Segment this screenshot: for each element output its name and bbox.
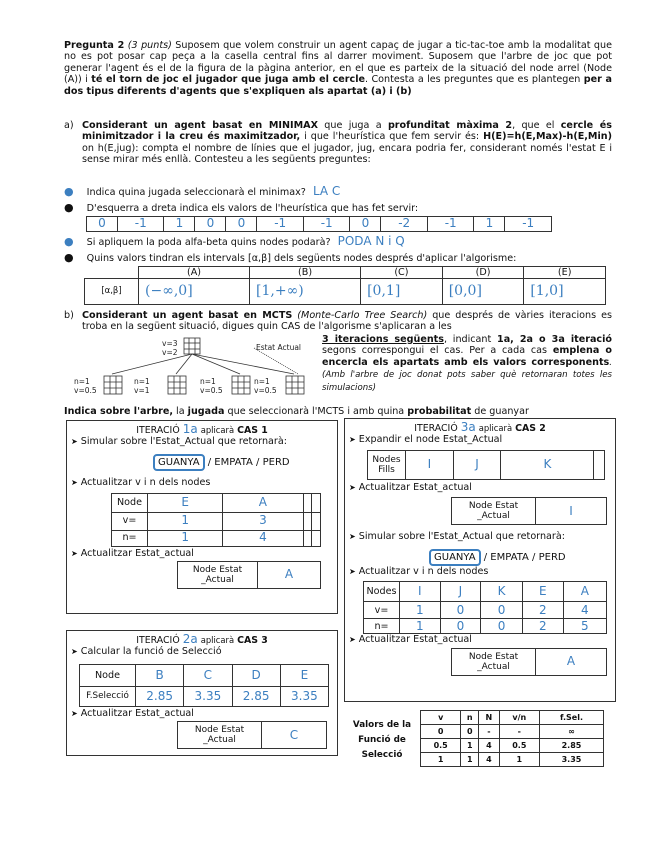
vfs-header: n	[461, 711, 479, 725]
it3-step3	[349, 531, 615, 542]
it1-head-node: Node	[112, 493, 148, 512]
leaf4-v: v=0.5	[254, 386, 277, 395]
vfs-cell: 1	[421, 753, 461, 767]
vfs-cell: 4	[479, 753, 499, 767]
leaf3-v: v=0.5	[200, 386, 223, 395]
it1-step2	[71, 477, 337, 488]
part-b-bold4: emplena o encercla els apartats amb els valors corresponents	[322, 345, 612, 368]
it2-head-node: Node	[80, 664, 136, 686]
vfs-cell: 0	[421, 725, 461, 739]
part-b-t3: segons correspongui el cas. Per a cada cas	[322, 345, 548, 357]
it1-value-v: 3	[223, 512, 303, 530]
it1-value-v	[312, 512, 321, 530]
it3-nodebox-label: Node Estat _Actual	[452, 498, 536, 525]
it3-step1-text: Expandir el node Estat_Actual	[358, 434, 503, 446]
it2-nodebox	[177, 721, 327, 749]
interval-value: [0,0]	[442, 279, 524, 305]
it3-fill: J	[453, 450, 501, 479]
it1-step1-text: Simular sobre l'Estat_Actual que retornarà:	[80, 436, 287, 448]
heuristic-value: 0	[195, 217, 226, 232]
it1-node: E	[148, 493, 223, 512]
part-a-text	[82, 120, 612, 166]
it2-step1	[71, 646, 337, 657]
iteration-1-title	[67, 424, 337, 436]
part-a-label: a)	[64, 120, 74, 131]
it3-fill: K	[501, 450, 594, 479]
it1-outcome-rest: / EMPATA / PERD	[207, 456, 290, 468]
it3-step2-text: Actualitzar Estat_actual	[358, 481, 472, 493]
arrow-icon: ➤	[349, 567, 356, 577]
heuristic-value: -2	[381, 217, 428, 232]
it3-nodebox	[451, 497, 607, 525]
it3-node: K	[481, 582, 523, 602]
bullet-icon: ●	[64, 201, 74, 214]
it2-value: 3.35	[184, 686, 232, 706]
leaf1-v: v=0.5	[74, 386, 97, 395]
it3-value-v: 0	[440, 602, 481, 619]
it2-row-f	[80, 686, 329, 706]
iteration-2-box	[66, 630, 338, 756]
part-b-t2: , indicant	[443, 334, 492, 345]
it3-value-v: 0	[481, 602, 523, 619]
it2-node: C	[184, 664, 232, 686]
question-move: Indica quina jugada seleccionarà el minimax?	[86, 187, 306, 198]
interval-row-label: [α,β]	[85, 279, 139, 305]
it3-node: J	[440, 582, 481, 602]
it1-value-v: 1	[148, 512, 223, 530]
interval-header: (E)	[524, 267, 606, 279]
leaf1-n: n=1	[74, 377, 90, 386]
heuristic-value: 1	[164, 217, 195, 232]
bullet-intervals	[64, 252, 516, 264]
it3-row-v	[364, 602, 607, 619]
leaf3-n: n=1	[200, 377, 216, 386]
it2-step2	[71, 708, 337, 719]
it1-nodebox	[177, 561, 321, 589]
it3-value-n: 0	[481, 619, 523, 634]
it1-value-v	[303, 512, 312, 530]
vfs-header: N	[479, 711, 499, 725]
iteration-1-box	[66, 420, 338, 614]
it2-value: 3.35	[280, 686, 328, 706]
it2-table	[79, 664, 329, 707]
it3-row-n	[364, 619, 607, 634]
it3-node: I	[400, 582, 441, 602]
intervals-table	[84, 266, 606, 305]
it3-value-n: 0	[440, 619, 481, 634]
heuristic-value: 0	[350, 217, 381, 232]
part-b-bold1: Considerant un agent basat en MCTS	[82, 310, 293, 321]
heuristic-value: 0	[226, 217, 257, 232]
interval-value: (−∞,0]	[139, 279, 250, 305]
arrow-icon: ➤	[349, 482, 356, 492]
it1-value-n: 4	[223, 530, 303, 546]
part-a-t1: que juga a	[324, 120, 382, 131]
arrow-icon: ➤	[71, 548, 78, 558]
question-points: (3 punts)	[127, 40, 172, 51]
it1-value-n: 1	[148, 530, 223, 546]
interval-header: (C)	[361, 267, 443, 279]
it1-node: A	[223, 493, 303, 512]
it2-label-f: F.Selecció	[80, 686, 136, 706]
vfs-cell: 1	[499, 753, 539, 767]
it1-step2-text: Actualitzar v i n dels nodes	[80, 477, 211, 489]
it3-fills-table	[367, 450, 605, 480]
question-heuristic: D'esquerra a dreta indica els valors de l'heurística que has fet servir:	[86, 203, 419, 214]
it3-nodebox2-value: A	[536, 648, 607, 675]
it2-nodebox-value: C	[262, 722, 327, 749]
heuristic-value: 0	[87, 217, 118, 232]
it3-row-node	[364, 582, 607, 602]
heuristic-row	[87, 217, 552, 232]
it3-value-v: 4	[563, 602, 606, 619]
intro-mid: . Contesta a les preguntes que es plantegen	[365, 74, 581, 86]
part-a-bold2: profunditat màxima 2	[387, 120, 513, 131]
instr-b3: probabilitat	[407, 406, 472, 417]
heuristic-value: -1	[117, 217, 164, 232]
it2-step2-text: Actualitzar Estat_actual	[80, 707, 194, 719]
question-intro	[64, 40, 612, 97]
vfs-cell: -	[499, 725, 539, 739]
it1-row-node	[112, 493, 321, 512]
it1-table	[111, 493, 321, 547]
bullet-icon: ●	[64, 185, 74, 198]
vfs-cell: 0.5	[421, 739, 461, 753]
bullet-icon: ●	[64, 251, 74, 264]
it1-row-n	[112, 530, 321, 546]
it3-outcome	[429, 549, 615, 566]
it1-row-v	[112, 512, 321, 530]
arrow-icon: ➤	[71, 647, 78, 657]
it3-step3-text: Simular sobre l'Estat_Actual que retornarà:	[358, 531, 565, 543]
part-b-rest	[322, 334, 612, 394]
intro-bold-turn: té el torn de joc el jugador que juga amb el cercle	[91, 74, 366, 86]
it3-step4	[349, 566, 615, 577]
interval-header: (B)	[250, 267, 361, 279]
part-a-t4: on h(E,jug): compta el nombre de línies que el jugador, jug, encara podria fer, considerant només l'estat E i sense mirar més enllà. Contesteu a les següents preguntes:	[82, 142, 612, 166]
bullet-prune	[64, 236, 405, 248]
it3-title-pre: ITERACIÓ	[414, 423, 458, 434]
heuristic-value: -1	[505, 217, 552, 232]
intervals-header-row	[85, 267, 606, 279]
it1-node	[312, 493, 321, 512]
it3-label-n: n=	[364, 619, 400, 634]
part-b-line1	[82, 310, 612, 333]
it3-node: A	[563, 582, 606, 602]
intro-text: Suposem que volem construir un agent capaç de jugar a tic-tac-toe amb la modalitat que no es pot posar cap peça a la casella central fins al darrer moviment. Suposem que l'arbre de joc que pot generar l'agent és el de la figura de la pàgina anterior, en el que es parteix de la situació del node arrel (Node (A)) i	[64, 40, 612, 86]
it3-nodebox2-label: Node Estat _Actual	[452, 648, 536, 675]
question-prune: Si apliquem la poda alfa-beta quins nodes podarà?	[86, 237, 331, 248]
tree-root-v: v=3	[162, 339, 178, 348]
it3-value-n: 1	[400, 619, 441, 634]
vfs-label: Valors de la Funció de Selecció	[352, 720, 412, 760]
it3-step5-text: Actualitzar Estat_actual	[358, 634, 472, 646]
vfs-header: v/n	[499, 711, 539, 725]
it3-fill	[594, 450, 605, 479]
leaf4-board	[286, 376, 304, 394]
instr-b2: jugada	[187, 406, 225, 417]
bullet-heuristic	[64, 202, 418, 214]
it3-node: E	[522, 582, 563, 602]
it1-outcome	[153, 454, 337, 471]
part-a-t2: , que el	[512, 120, 555, 131]
part-b-mcts: (Monte-Carlo Tree Search)	[297, 310, 428, 321]
it3-step4-text: Actualitzar v i n dels nodes	[358, 566, 489, 578]
iteration-3-title	[345, 422, 615, 434]
question-intervals: Quins valors tindran els intervals [α,β] dels següents nodes després d'aplicar l'algorisme:	[86, 253, 517, 264]
it3-table	[363, 581, 607, 634]
it3-step1	[349, 434, 615, 445]
it1-label-n: n=	[112, 530, 148, 546]
it1-case-pre: aplicarà	[200, 425, 235, 435]
it1-step1	[71, 436, 337, 447]
it1-step3	[71, 548, 337, 559]
part-a-bold1: Considerant un agent basat en MINIMAX	[82, 120, 318, 131]
it2-num: 2a	[182, 632, 198, 646]
it3-num: 3a	[460, 420, 476, 434]
vfs-header-row	[421, 711, 604, 725]
bullet-move	[64, 186, 340, 198]
it3-win-circled: GUANYA	[429, 549, 481, 566]
part-b-t1: que després de vàries iteracions es troba en la següent situació, digues quin CAS de l'algorisme s'aplicaran a les	[82, 310, 612, 333]
it3-value-n: 5	[563, 619, 606, 634]
vfs-table	[420, 710, 604, 767]
instr-t3: de guanyar	[474, 406, 529, 417]
answer-prune: PODA N i Q	[337, 234, 405, 248]
mcts-instruction	[64, 406, 614, 417]
leaf2-n: n=1	[134, 377, 150, 386]
it3-value-v: 2	[522, 602, 563, 619]
it2-node: B	[136, 664, 184, 686]
it3-value-n: 2	[522, 619, 563, 634]
it3-label-v: v=	[364, 602, 400, 619]
vfs-header: v	[421, 711, 461, 725]
it2-value: 2.85	[136, 686, 184, 706]
arrow-icon: ➤	[71, 437, 78, 447]
part-b-label: b)	[64, 310, 74, 321]
it3-fills-label: Nodes Fills	[368, 450, 406, 479]
instr-t1: la	[176, 406, 185, 417]
vfs-cell: 0	[461, 725, 479, 739]
leaf3-board	[232, 376, 250, 394]
interval-value: [0,1]	[361, 279, 443, 305]
it2-case-pre: aplicarà	[200, 635, 235, 645]
interval-value: [1,+∞)	[250, 279, 361, 305]
part-b-bold3: 1a, 2a o 3a iteració	[497, 334, 612, 345]
intervals-value-row	[85, 279, 606, 305]
it1-win-circled: GUANYA	[153, 454, 205, 471]
intervals-corner	[85, 267, 139, 279]
arrow-icon: ➤	[71, 708, 78, 718]
it1-value-n	[312, 530, 321, 546]
it1-nodebox-label: Node Estat _Actual	[178, 562, 258, 589]
leaf2-board	[168, 376, 186, 394]
it3-nodebox-value: I	[536, 498, 607, 525]
it2-title-pre: ITERACIÓ	[136, 635, 180, 646]
it3-fills-row	[368, 450, 605, 479]
iteration-3-box	[344, 418, 616, 702]
it1-num: 1a	[182, 422, 198, 436]
tree-root-v2: v=2	[162, 348, 178, 357]
vfs-row	[421, 753, 604, 767]
it2-step1-text: Calcular la funció de Selecció	[80, 646, 222, 658]
leaf4-n: n=1	[254, 377, 270, 386]
it3-case: CAS 2	[515, 423, 546, 434]
it3-nodebox2	[451, 648, 607, 676]
bullet-icon: ●	[64, 235, 74, 248]
leaf2-v: v=1	[134, 386, 150, 395]
tree-estat-label: Estat Actual	[256, 343, 302, 352]
vfs-cell: 3.35	[539, 753, 603, 767]
heuristic-value: 1	[474, 217, 505, 232]
vfs-row	[421, 725, 604, 739]
part-a-t3: i que l'heurística que fem servir és:	[304, 131, 480, 143]
heuristic-value: -1	[303, 217, 350, 232]
iteration-2-title	[67, 634, 337, 646]
vfs-cell: 1	[461, 753, 479, 767]
vfs-cell: -	[479, 725, 499, 739]
it3-head-node: Nodes	[364, 582, 400, 602]
it3-outcome-rest: / EMPATA / PERD	[483, 551, 566, 563]
it2-value: 2.85	[232, 686, 280, 706]
vfs-cell: 2.85	[539, 739, 603, 753]
it1-value-n	[303, 530, 312, 546]
it1-step3-text: Actualitzar Estat_actual	[80, 547, 194, 559]
it2-nodebox-label: Node Estat _Actual	[178, 722, 262, 749]
it3-fill: I	[406, 450, 454, 479]
vfs-cell: 4	[479, 739, 499, 753]
it3-case-pre: aplicarà	[478, 423, 513, 433]
vfs-cell: 1	[461, 739, 479, 753]
arrow-icon: ➤	[71, 478, 78, 488]
root-board	[184, 338, 200, 354]
heuristic-value: -1	[427, 217, 474, 232]
part-b-bold2: 3 iteracions següents	[322, 334, 444, 345]
part-a-bold3: cercle és minimitzador i la creu és maximitzador,	[82, 120, 612, 143]
arrow-icon: ➤	[349, 532, 356, 542]
it3-step5	[349, 634, 615, 645]
it2-row-node	[80, 664, 329, 686]
arrow-icon: ➤	[349, 435, 356, 445]
mcts-tree	[72, 336, 322, 402]
vfs-header: f.Sel.	[539, 711, 603, 725]
it2-node: D	[232, 664, 280, 686]
arrow-icon: ➤	[349, 635, 356, 645]
it1-node	[303, 493, 312, 512]
it3-value-v: 1	[400, 602, 441, 619]
it2-case: CAS 3	[237, 635, 268, 646]
interval-header: (D)	[442, 267, 524, 279]
it3-step2	[349, 482, 615, 493]
intro-bold-agents: per a dos tipus diferents d'agents que s'expliquen als apartat (a) i (b)	[64, 74, 612, 97]
vfs-cell: ∞	[539, 725, 603, 739]
it1-label-v: v=	[112, 512, 148, 530]
instr-t2: que seleccionarà l'MCTS i amb quina	[227, 406, 405, 417]
instr-b1: Indica sobre l'arbre,	[64, 406, 173, 417]
it1-nodebox-value: A	[258, 562, 321, 589]
it2-node: E	[280, 664, 328, 686]
interval-value: [1,0]	[524, 279, 606, 305]
answer-move: LA C	[312, 184, 341, 198]
question-title: Pregunta 2	[64, 40, 125, 51]
vfs-row	[421, 739, 604, 753]
interval-header: (A)	[139, 267, 250, 279]
heuristic-table	[86, 216, 552, 232]
heuristic-formula: H(E)=h(E,Max)-h(E,Min)	[483, 131, 612, 143]
part-b-note: . (Amb l'arbre de joc donat pots saber què retornaran totes les simulacions)	[322, 357, 612, 393]
heuristic-value: -1	[257, 217, 304, 232]
leaf1-board	[104, 376, 122, 394]
it1-case: CAS 1	[237, 425, 268, 436]
it1-title-pre: ITERACIÓ	[136, 425, 180, 436]
vfs-cell: 0.5	[499, 739, 539, 753]
